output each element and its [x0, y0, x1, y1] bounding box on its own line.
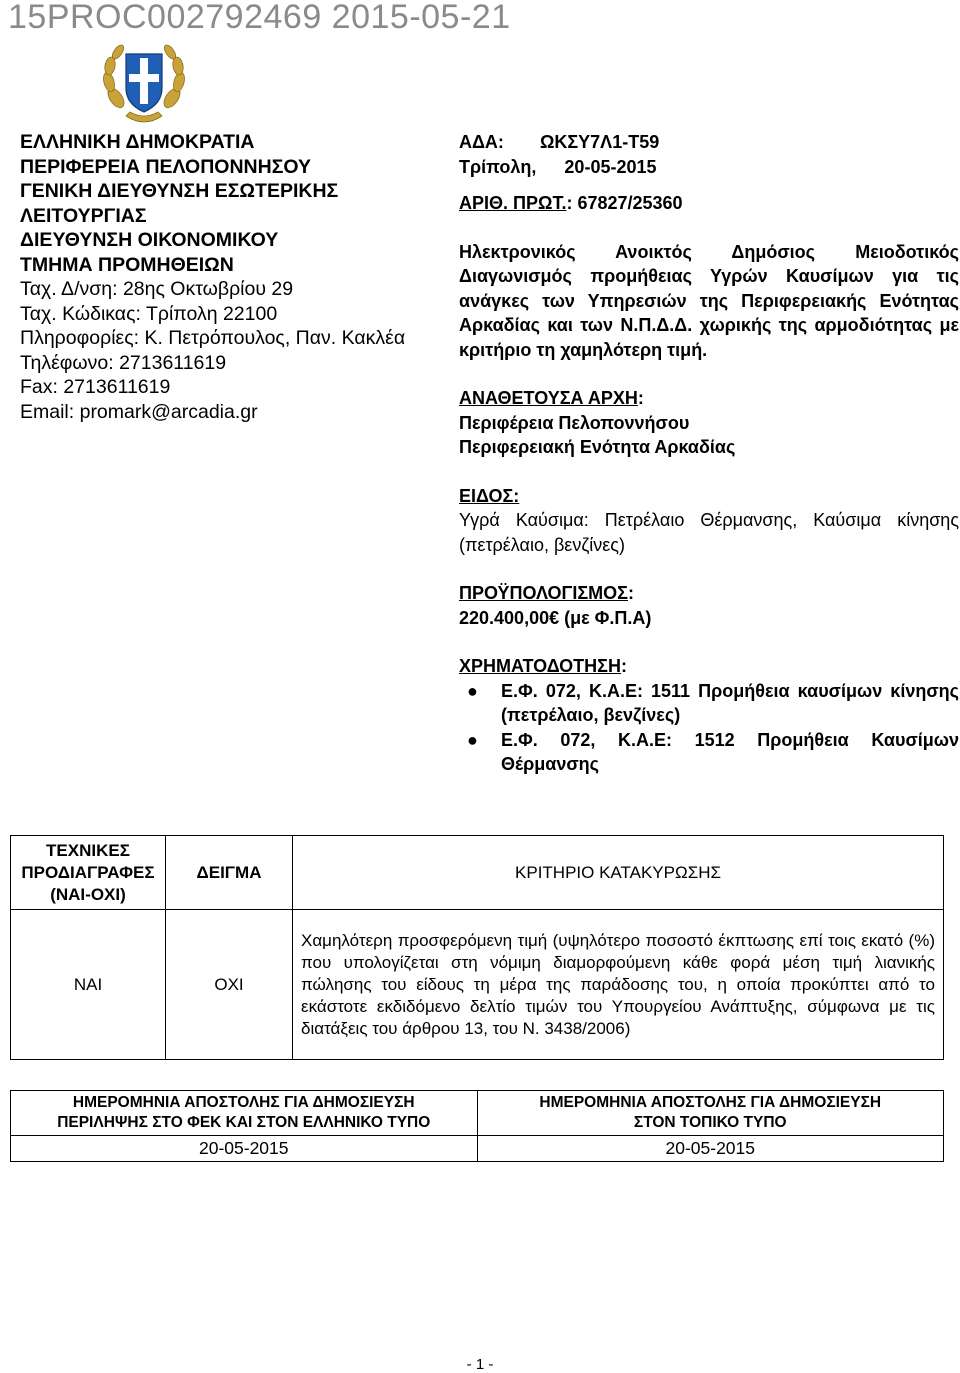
bullet-icon: ●: [467, 680, 478, 701]
sample-header: ΔΕΙΓΜΑ: [166, 836, 293, 910]
authority-line: ΛΕΙΤΟΥΡΓΙΑΣ: [20, 204, 147, 227]
authority-line: ΕΛΛΗΝΙΚΗ ΔΗΜΟΚΡΑΤΙΑ: [20, 131, 255, 153]
phone-line: Τηλέφωνο: 2713611619: [20, 351, 227, 374]
reference-block: [459, 130, 959, 777]
contact-person-line: Πληροφορίες: Κ. Πετρόπουλος, Παν. Κακλέα: [20, 327, 406, 349]
type-text: Υγρά Καύσιμα: Πετρέλαιο Θέρμανσης, Καύσιμα κίνησης (πετρέλαιο, βενζίνες): [459, 510, 959, 555]
publication-dates-table: [10, 1090, 944, 1162]
document-id: 15PROC002792469 2015-05-21: [8, 0, 511, 36]
contracting-authority-line: Περιφερειακή Ενότητα Αρκαδίας: [459, 437, 736, 457]
contracting-authority-heading: ΑΝΑΘΕΤΟΥΣΑ ΑΡΧΗ:: [459, 388, 644, 408]
ada-line: [459, 130, 959, 155]
type-heading: ΕΙΔΟΣ:: [459, 485, 520, 506]
ada-value: ΩΚΣΥ7Λ1-Τ59: [539, 132, 660, 152]
page-number: - 1 -: [466, 1356, 494, 1373]
postal-code-line: Ταχ. Κώδικας: Τρίπολη 22100: [20, 302, 278, 325]
funding-item: ● Ε.Φ. 072, Κ.Α.Ε: 1511 Προμήθεια καυσίμων κίνησης (πετρέλαιο, βενζίνες): [467, 680, 959, 725]
protocol-value: : 67827/25360: [566, 193, 683, 213]
authority-line: ΤΜΗΜΑ ΠΡΟΜΗΘΕΙΩΝ: [20, 253, 234, 276]
tech-spec-value: ΝΑΙ: [11, 910, 166, 1060]
greek-coat-of-arms-icon: [96, 36, 192, 132]
local-press-date-value: 20-05-2015: [477, 1136, 944, 1162]
protocol-line: [459, 191, 959, 216]
funding-heading: ΧΡΗΜΑΤΟΔΟΤΗΣΗ:: [459, 656, 627, 676]
tech-spec-header: ΤΕΧΝΙΚΕΣ ΠΡΟΔΙΑΓΡΑΦΕΣ (ΝΑΙ-ΟΧΙ): [11, 836, 166, 910]
place-date-line: [459, 155, 959, 180]
sample-value: ΟΧΙ: [166, 910, 293, 1060]
protocol-label: ΑΡΙΘ. ΠΡΩΤ.: [459, 193, 567, 213]
bullet-icon: ●: [467, 729, 478, 750]
funding-item: ● Ε.Φ. 072, Κ.Α.Ε: 1512 Προμήθεια Καυσίμων Θέρμανσης: [467, 729, 959, 774]
fax-line: Fax: 2713611619: [20, 376, 171, 398]
budget-heading: ΠΡΟΫΠΟΛΟΓΙΣΜΟΣ:: [459, 583, 634, 603]
authority-block: [20, 130, 430, 424]
criterion-header: ΚΡΙΤΗΡΙΟ ΚΑΤΑΚΥΡΩΣΗΣ: [293, 836, 944, 910]
ada-label: ΑΔΑ:: [459, 132, 504, 152]
authority-line: ΔΙΕΥΘΥΝΣΗ ΟΙΚΟΝΟΜΙΚΟΥ: [20, 229, 279, 251]
authority-line: ΓΕΝΙΚΗ ΔΙΕΥΘΥΝΣΗ ΕΣΩΤΕΡΙΚΗΣ: [20, 180, 339, 202]
fek-date-value: 20-05-2015: [11, 1136, 478, 1162]
local-press-date-header: ΗΜΕΡΟΜΗΝΙΑ ΑΠΟΣΤΟΛΗΣ ΓΙΑ ΔΗΜΟΣΙΕΥΣΗ ΣΤΟΝ ΤΟΠΙΚΟ ΤΥΠΟ: [477, 1091, 944, 1136]
budget-value: 220.400,00€ (με Φ.Π.Α): [459, 607, 652, 628]
subject: Ηλεκτρονικός Ανοικτός Δημόσιος Μειοδοτικός Διαγωνισμός προμήθειας Υγρών Καυσίμων για τις ανάγκες των Υπηρεσιών της Περιφερειακής Ενότητας Αρκαδίας και των Ν.Π.Δ.Δ. χωρικής της αρμοδιότητας με κριτήριο τη χαμηλότερη τιμή.: [459, 241, 959, 360]
criterion-value: Χαμηλότερη προσφερόμενη τιμή (υψηλότερο ποσοστό έκπτωσης επί τοις εκατό (%) που υπολογίζεται στη νόμιμη διαμορφούμενη κάθε φορά μέση τιμή λιανικής πώλησης του είδους τη μέρα της παράδοσης του, η οποία προκύπτει από το εκάστοτε εκδιδόμενο δελτίο τιμών του Υπουργείου Ανάπτυξης, σύμφωνα με τις διατάξεις του άρθρου 13, του Ν. 3438/2006): [293, 910, 944, 1060]
contracting-authority-line: Περιφέρεια Πελοποννήσου: [459, 412, 690, 433]
address-line: Ταχ. Δ/νση: 28ης Οκτωβρίου 29: [20, 278, 294, 300]
email-line: Email: promark@arcadia.gr: [20, 400, 258, 423]
award-criteria-table: [10, 835, 944, 1060]
authority-line: ΠΕΡΙΦΕΡΕΙΑ ΠΕΛΟΠΟΝΝΗΣΟΥ: [20, 155, 312, 178]
fek-date-header: ΗΜΕΡΟΜΗΝΙΑ ΑΠΟΣΤΟΛΗΣ ΓΙΑ ΔΗΜΟΣΙΕΥΣΗ ΠΕΡΙΛΗΨΗΣ ΣΤΟ ΦΕΚ ΚΑΙ ΣΤΟΝ ΕΛΛΗΝΙΚΟ ΤΥΠΟ: [11, 1091, 478, 1136]
date: 20-05-2015: [564, 156, 657, 177]
place: Τρίπολη,: [459, 156, 537, 177]
